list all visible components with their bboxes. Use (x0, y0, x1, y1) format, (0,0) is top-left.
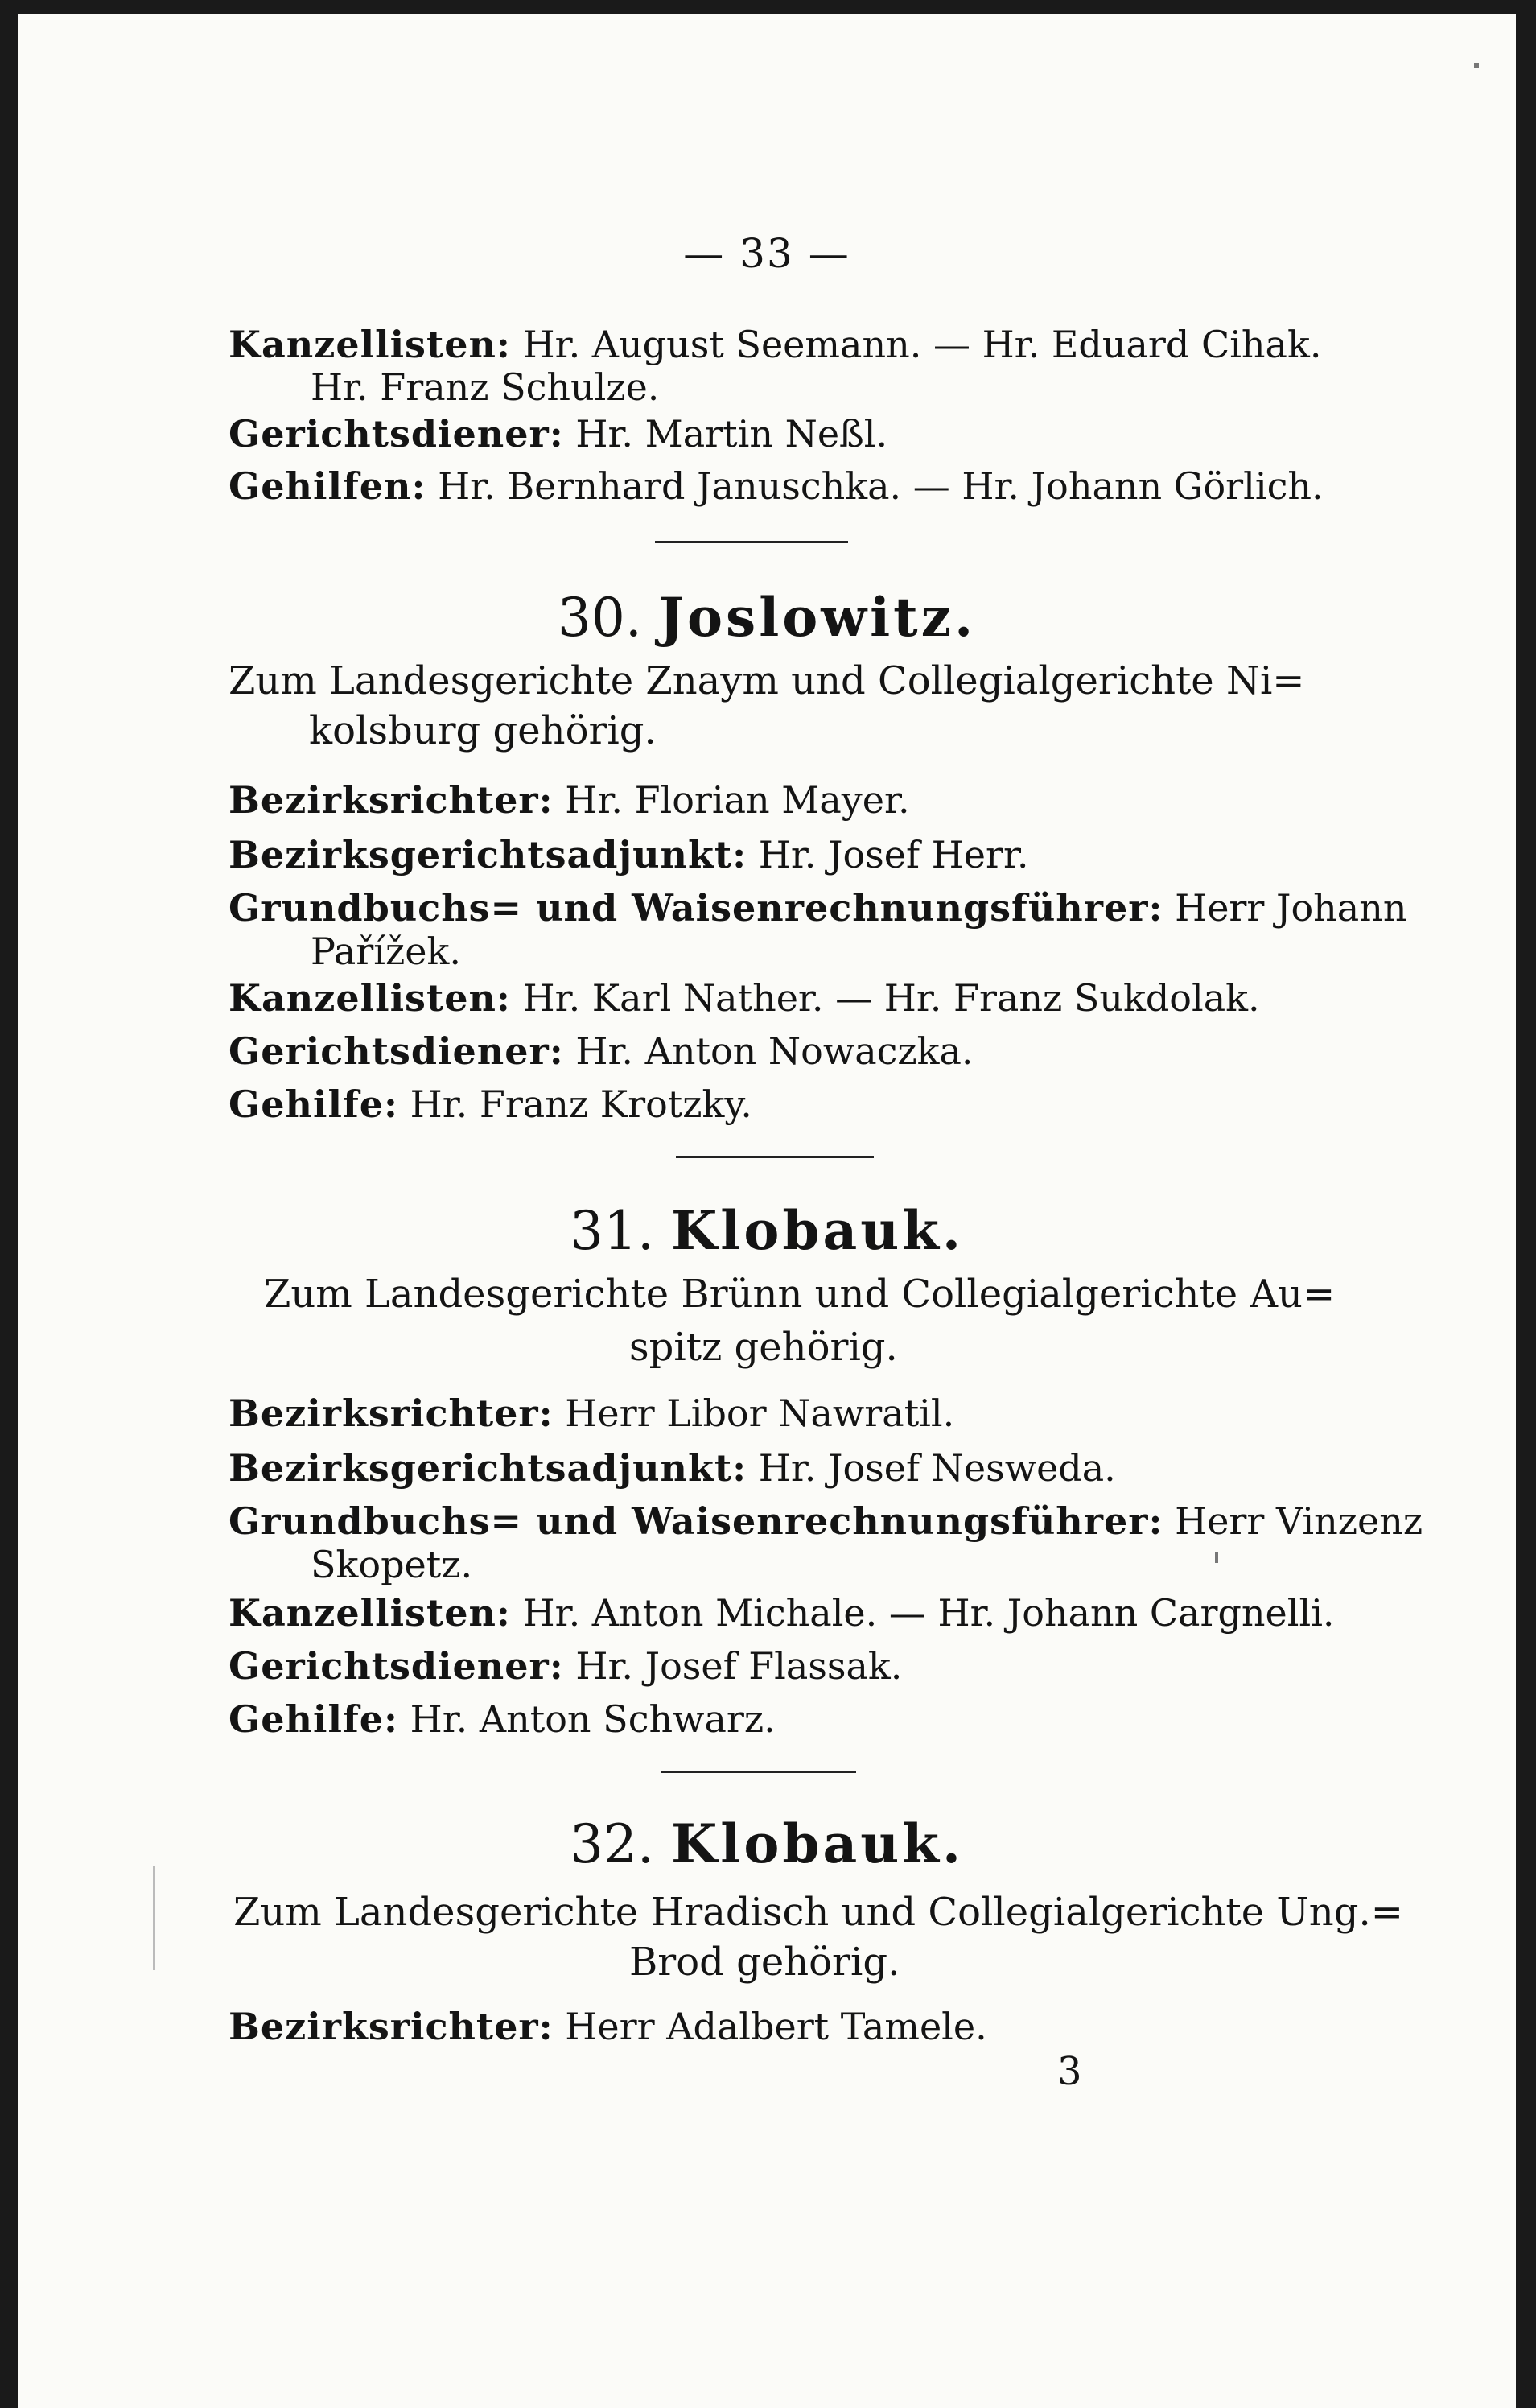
entry-line (229, 977, 1284, 1020)
person-names: Herr Libor Nawratil. (565, 1392, 955, 1435)
section-subtitle-continuation: Brod gehörig. (629, 1940, 900, 1985)
paper-speck (1474, 63, 1479, 68)
role-label: Gehilfe: (229, 1697, 398, 1741)
role-label: Kanzellisten: (229, 1591, 511, 1635)
entry-line (229, 1447, 1284, 1490)
section-title: Klobauk. (670, 1199, 964, 1262)
book-page (18, 14, 1516, 2408)
section-heading (18, 1199, 1516, 1262)
role-label: Bezirksrichter: (229, 778, 554, 822)
person-names: Hr. Anton Nowaczka. (575, 1029, 974, 1073)
role-label: Gerichtsdiener: (229, 1644, 564, 1688)
paper-mark (153, 1866, 155, 1970)
section-number: 31. (569, 1200, 654, 1262)
role-label: Bezirksrichter: (229, 1392, 554, 1435)
section-divider (655, 541, 848, 543)
section-subtitle-continuation: kolsburg gehörig. (309, 708, 657, 753)
person-names: Hr. Josef Nesweda. (758, 1446, 1116, 1490)
entry-line (229, 1591, 1335, 1635)
entry-continuation: Skopetz. (311, 1543, 473, 1586)
section-subtitle: Zum Landesgerichte Znaym und Collegialgerichte Ni= (229, 658, 1305, 703)
person-names: Hr. Karl Nather. — Hr. Franz Sukdolak. (522, 976, 1260, 1020)
role-label: Gehilfen: (229, 464, 426, 508)
role-label: Kanzellisten: (229, 976, 511, 1020)
role-label: Gehilfe: (229, 1082, 398, 1126)
entry-line (229, 464, 1324, 508)
page-number: — 33 — (683, 230, 850, 277)
entry-line (229, 1698, 1284, 1741)
entry-line (229, 1645, 1284, 1688)
person-names: Hr. Josef Flassak. (575, 1644, 903, 1688)
entry-line (229, 1392, 1284, 1435)
entry-line (229, 1030, 1284, 1073)
person-names: Hr. August Seemann. — Hr. Eduard Cihak. (522, 323, 1322, 366)
section-title: Klobauk. (670, 1812, 964, 1875)
person-names: Hr. Anton Michale. — Hr. Johann Cargnelli. (522, 1591, 1335, 1635)
person-names: Hr. Martin Neßl. (575, 412, 888, 456)
person-names: Herr Vinzenz (1175, 1499, 1423, 1543)
section-subtitle: Zum Landesgerichte Hradisch und Collegialgerichte Ung.= (233, 1890, 1403, 1935)
entry-line (229, 834, 1284, 876)
section-number: 32. (569, 1813, 654, 1875)
role-label: Grundbuchs= und Waisenrechnungsführer: (229, 1499, 1163, 1543)
section-title: Joslowitz. (658, 586, 977, 649)
role-label: Grundbuchs= und Waisenrechnungsführer: (229, 886, 1163, 930)
section-divider (676, 1156, 874, 1158)
person-names: Herr Adalbert Tamele. (565, 2005, 987, 2048)
role-label: Gerichtsdiener: (229, 412, 564, 456)
entry-line (229, 413, 1284, 456)
role-label: Bezirksrichter: (229, 2005, 554, 2048)
entry-line (229, 886, 1407, 930)
section-heading (18, 586, 1516, 649)
section-subtitle-continuation: spitz gehörig. (629, 1325, 898, 1370)
section-heading (18, 1812, 1516, 1875)
person-names: Hr. Florian Mayer. (565, 778, 910, 822)
person-names: Hr. Bernhard Januschka. — Hr. Johann Görlich. (438, 464, 1324, 508)
section-number: 30. (557, 587, 642, 649)
signature-mark: 3 (1057, 2049, 1082, 2094)
entry-line (229, 2006, 1284, 2048)
role-label: Bezirksgerichtsadjunkt: (229, 833, 747, 876)
entry-line (229, 323, 1322, 366)
person-names: Hr. Anton Schwarz. (410, 1697, 776, 1741)
section-divider (661, 1771, 856, 1773)
person-names: Herr Johann (1175, 886, 1407, 930)
entry-continuation: Pařížek. (311, 930, 461, 973)
entry-continuation: Hr. Franz Schulze. (311, 365, 660, 409)
role-label: Bezirksgerichtsadjunkt: (229, 1446, 747, 1490)
person-names: Hr. Josef Herr. (758, 833, 1029, 876)
entry-line (229, 1499, 1423, 1543)
person-names: Hr. Franz Krotzky. (410, 1082, 752, 1126)
role-label: Gerichtsdiener: (229, 1029, 564, 1073)
entry-line (229, 1083, 1284, 1126)
role-label: Kanzellisten: (229, 323, 511, 366)
entry-line (229, 779, 1284, 822)
section-subtitle: Zum Landesgerichte Brünn und Collegialgerichte Au= (264, 1272, 1336, 1317)
paper-speck (1215, 1552, 1218, 1563)
